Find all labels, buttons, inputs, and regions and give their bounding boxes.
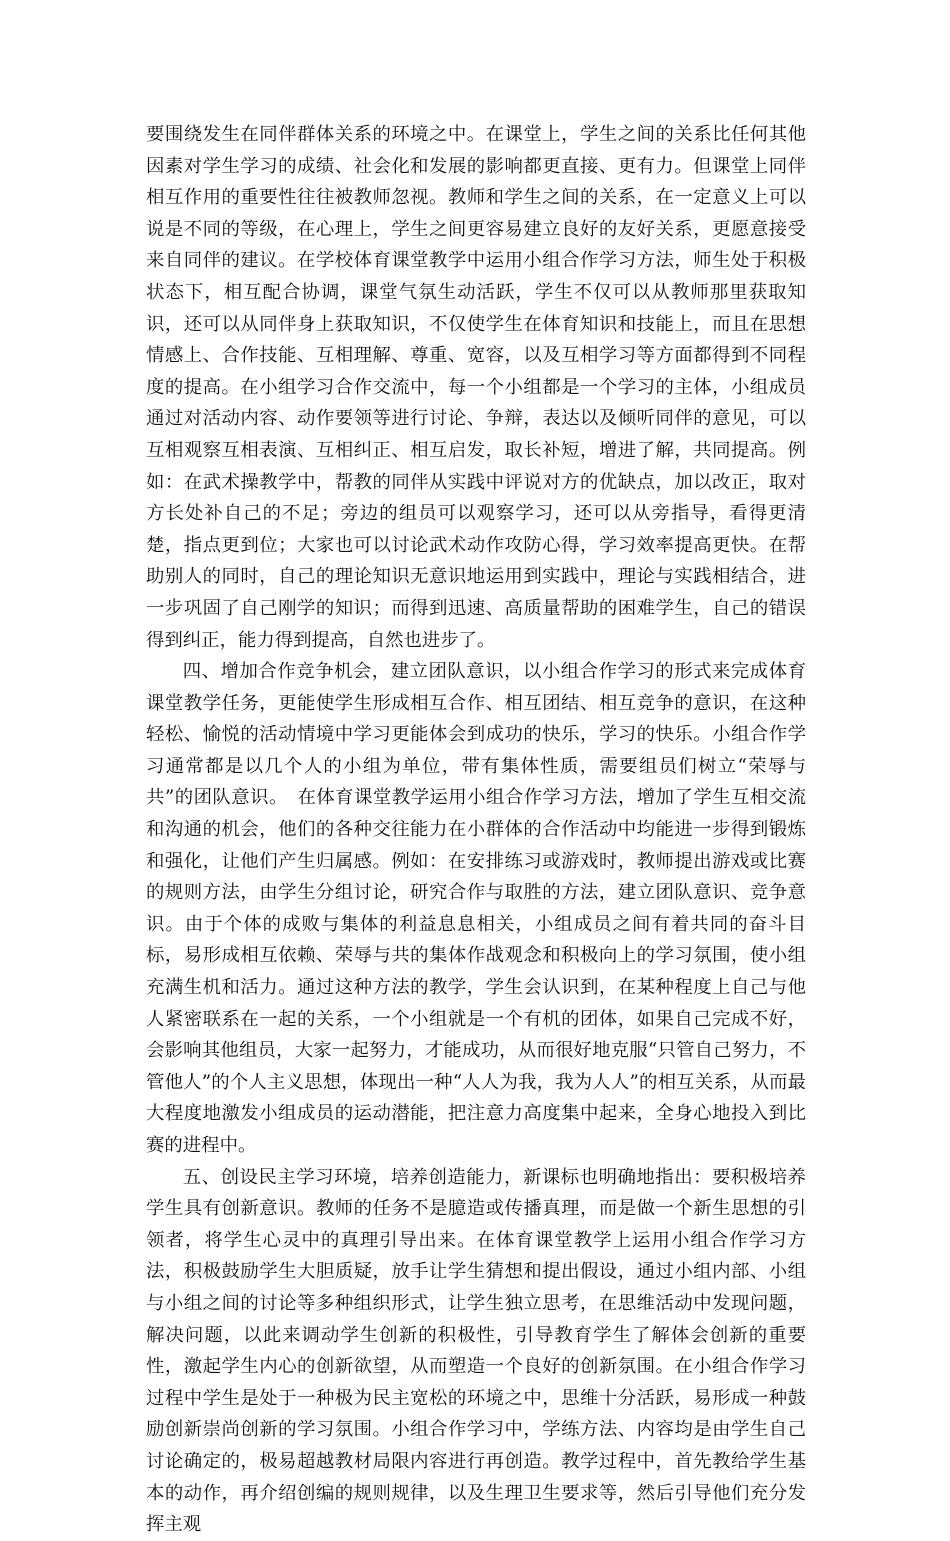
paragraph-continuation: 要围绕发生在同伴群体关系的环境之中。在课堂上，学生之间的关系比任何其他因素对学生学习的成绩、社会化和发展的影响都更直接、更有力。但课堂上同伴相互作用的重要性往往被教师忽视。教师和学生之间的关系，在一定意义上可以说是不同的等级，在心理上，学生之间更容易建立良好的友好关系，更愿意接受来自同伴的建议。在学校体育课堂教学中运用小组合作学习方法，师生处于积极状态下，相互配合协调，课堂气氛生动活跃，学生不仅可以从教师那里获取知识，还可以从同伴身上获取知识，不仅使学生在体育知识和技能上，而且在思想情感上、合作技能、互相理解、尊重、宽容，以及互相学习等方面都得到不同程度的提高。在小组学习合作交流中，每一个小组都是一个学习的主体，小组成员通过对活动内容、动作要领等进行讨论、争辩，表达以及倾听同伴的意见，可以互相观察互相表演、互相纠正、相互启发，取长补短，增进了解，共同提高。例如：在武术操教学中，帮教的同伴从实践中评说对方的优缺点，加以改正，取对方长处补自己的不足；旁边的组员可以观察学习，还可以从旁指导，看得更清楚，指点更到位；大家也可以讨论武术动作攻防心得，学习效率提高更快。在帮助别人的同时，自己的理论知识无意识地运用到实践中，理论与实践相结合，进一步巩固了自己刚学的知识；而得到迅速、高质量帮助的困难学生，自己的错误得到纠正，能力得到提高，自然也进步了。 <box>146 124 806 651</box>
body-text <box>146 119 806 1541</box>
paragraph-section-five: 五、创设民主学习环境，培养创造能力，新课标也明确地指出：要积极培养学生具有创新意识。教师的任务不是臆造或传播真理，而是做一个新生思想的引领者，将学生心灵中的真理引导出来。在体育课堂教学上运用小组合作学习方法，积极鼓励学生大胆质疑，放手让学生猜想和提出假设，通过小组内部、小组与小组之间的讨论等多种组织形式，让学生独立思考，在思维活动中发现问题，解决问题，以此来调动学生创新的积极性，引导教育学生了解体会创新的重要性，激起学生内心的创新欲望，从而塑造一个良好的创新氛围。在小组合作学习过程中学生是处于一种极为民主宽松的环境之中，思维十分活跃，易形成一种鼓励创新崇尚创新的学习氛围。小组合作学习中，学练方法、内容均是由学生自己讨论确定的，极易超越教材局限内容进行再创造。教学过程中，首先教给学生基本的动作，再介绍创编的规则规律，以及生理卫生要求等，然后引导他们充分发挥主观 <box>146 1166 806 1536</box>
paragraph-section-four: 四、增加合作竞争机会，建立团队意识，以小组合作学习的形式来完成体育课堂教学任务，更能使学生形成相互合作、相互团结、相互竞争的意识，在这种轻松、愉悦的活动情境中学习更能体会到成功的快乐，学习的快乐。小组合作学习通常都是以几个人的小组为单位，带有集体性质，需要组员们树立“荣辱与共”的团队意识。 在体育课堂教学运用小组合作学习方法，增加了学生互相交流和沟通的机会，他们的各种交往能力在小群体的合作活动中均能进一步得到锻炼和强化，让他们产生归属感。例如：在安排练习或游戏时，教师提出游戏或比赛的规则方法，由学生分组讨论，研究合作与取胜的方法，建立团队意识、竞争意识。由于个体的成败与集体的利益息息相关，小组成员之间有着共同的奋斗目标，易形成相互依赖、荣辱与共的集体作战观念和积极向上的学习氛围，使小组充满生机和活力。通过这种方法的教学，学生会认识到，在某种程度上自己与他人紧密联系在一起的关系，一个小组就是一个有机的团体，如果自己完成不好，会影响其他组员，大家一起努力，才能成功，从而很好地克服“只管自己努力，不管他人”的个人主义思想，体现出一种“人人为我，我为人人”的相互关系，从而最大程度地激发小组成员的运动潜能，把注意力高度集中起来，全身心地投入到比赛的进程中。 <box>146 661 806 1156</box>
